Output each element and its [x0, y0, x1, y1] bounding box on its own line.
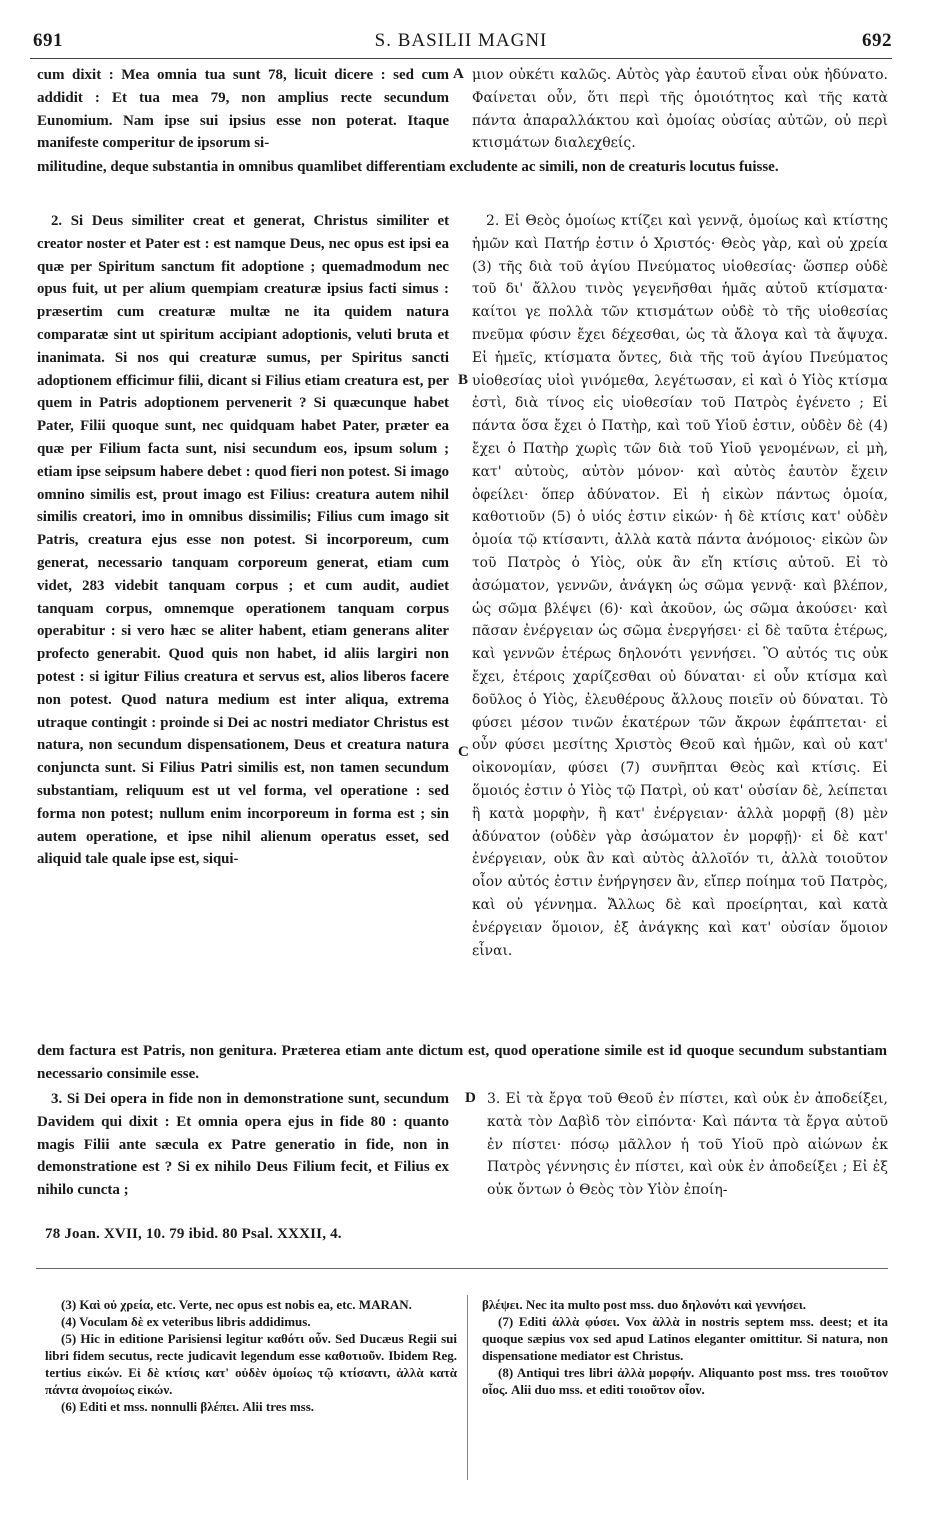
footnote: (3) Καὶ οὐ χρεία, etc. Verte, nec opus est nobis ea, etc. MARAN.: [61, 1297, 412, 1312]
latin-full-paragraph-top: militudine, deque substantia in omnibus quamlibet differentiam excludente ac simili, non de creaturis locutus fuisse.: [37, 159, 779, 175]
footnote: (5) Hic in editione Parisiensi legitur καθότι οὖν. Sed Ducæus Regii sui libri fidem secutus, recte judicavit legendum esse καθοτιοῦν. Ibidem Reg. tertius εἰκών. Εἰ δὲ κτίσις κατ' οὐδὲν ὁμοίως τῷ κτίσαντι, ἀλλὰ κατὰ πάντα ἀνομοίως εἰκών.: [45, 1331, 457, 1397]
page-number-right: 692: [862, 30, 892, 51]
latin-full-paragraph-section-2: dem factura est Patris, non genitura. Præterea etiam ante dictum est, quod operatione simile est id quoque secundum substantiam necessario consimile esse.: [37, 1043, 887, 1082]
latin-column-section-3: [37, 1088, 449, 1202]
greek-column-section-2: [472, 210, 888, 962]
greek-column-section-3: [487, 1088, 888, 1202]
footnote: (7) Editi ἀλλὰ φύσει. Vox ἀλλὰ in nostris septem mss. deest; et ita quoque sæpius vox sed apud Latinos eleganter omittitur. Si natura, non dispensatione mediator est Christus.: [482, 1314, 888, 1363]
footnotes-left: [45, 1296, 457, 1415]
latin-column-section-2: [37, 210, 449, 871]
margin-letter-b: B: [458, 372, 469, 388]
latin-paragraph-section-2: 2. Si Deus similiter creat et generat, Christus similiter et creator noster et Pater est : est namque Deus, nec opus est ipsi ea quæ per Spiritum sanctum fit adoptione ; quemadmodum nec opus fuit, ut per alium quempiam creaturæ ipsius facti simus : præsertim cum creaturæ multæ ne ita quidem natura comparatæ sint ut spiritum accipiant adoptionis, veluti bruta et inanimata. Si nos qui creaturæ sumus, per Spiritus sancti adoptionem efficimur filii, dicant si Filius etiam creatura est, per quem in Patris adoptionem pervenerit ? Si quæcunque habet Pater, Filii quoque sunt, nec quidquam habet Pater, præter ea quæ per Filium facta sunt, nisi secundum eos, ipsum solum ; etiam ipse seipsum habere debet : quod fieri non potest. Si imago omnino similis est, prout imago est Filius: creatura autem nihil similis creatori, imo in omnibus dissimilis; Filius cum imago sit Patris, creatura ejus esse non potest. Si incorporeum, cum generat, necessario tanquam corporeum generat, etiam cum videt, 283 videbit tanquam corpus ; et cum audit, audiet tanquam corpus, omnemque operationem tanquam corpus operabitur : si vero hæc se aliter habent, etiam generans aliter profecto generabit. Quod quis non habet, id aliis largiri non potest : si igitur Filius creatura et servus est, alios liberos facere non potest. Quod natura medium est inter aliqua, extrema utraque contingit : proinde si Dei ac nostri mediator Christus est natura, non secundum dispensationem, Deus et creatura natura conjuncta sunt. Si Filius Patri similis est, non tamen secundum substantiam, reliquum est ut vel forma, vel operatione : sed forma non potest; nullum enim incorporeum in forma est ; sin autem operatione, et ipse nihil alienum operatus esset, sed aliquid tale quale ipse est, siqui-: [37, 213, 449, 868]
footnote: (4) Voculam δὲ ex veteribus libris addidimus.: [61, 1314, 311, 1329]
footnote: (6) Editi et mss. nonnulli βλέπει. Alii tres mss.: [61, 1399, 315, 1414]
footnote: βλέψει. Nec ita multo post mss. duo δηλονότι καὶ γεννήσει.: [482, 1297, 806, 1312]
margin-letter-c: C: [458, 744, 469, 760]
margin-letter-d: D: [465, 1090, 476, 1106]
latin-paragraph-section-3: 3. Si Dei opera in fide non in demonstratione sunt, secundum Davidem qui dixit : Et omnia opera ejus in fide 80 : quanto magis Filii ante sæcula ex Patre generatio in fide, non in demonstratione est ? Si ex nihilo Deus Filium fecit, et Filius ex nihilo cuncta ;: [37, 1091, 449, 1199]
latin-full-width-top: [37, 156, 887, 179]
greek-paragraph-top: μιον οὐκέτι καλῶς. Αὐτὸς γὰρ ἑαυτοῦ εἶναι οὐκ ἠδύνατο. Φαίνεται οὖν, ὅτι περὶ τῆς ὁμοιότητος καὶ τῆς κατὰ πάντα ἀπαραλλάκτου καὶ ὁμοίας οὐσίας αὐτῶν, οὐ περὶ κτισμάτων διαλεχθείς.: [472, 67, 888, 152]
footnote: (8) Antiqui tres libri ἀλλὰ μορφήν. Aliquanto post mss. tres τοιοῦτον οἷος. Alii duo mss. et editi τοιοῦτον οἷον.: [482, 1365, 888, 1397]
greek-column-top: [472, 64, 888, 155]
latin-paragraph-top: cum dixit : Mea omnia tua sunt 78, licuit dicere : sed cum addidit : Et tua mea 79, non amplius recte secundum Eunomium. Nam ipse sui ipsius esse non poterat. Itaque manifeste comperitur de ipsorum si-: [37, 67, 449, 152]
latin-column-top: [37, 64, 449, 155]
footnotes-right: [482, 1296, 888, 1398]
margin-letter-a: A: [453, 66, 464, 82]
greek-paragraph-section-3: 3. Εἰ τὰ ἔργα τοῦ Θεοῦ ἐν πίστει, καὶ οὐκ ἐν ἀποδείξει, κατὰ τὸν Δαβὶδ τὸν εἰπόντα· Καὶ πάντα τὰ ἔργα αὐτοῦ ἐν πίστει· πόσῳ μᾶλλον ἡ τοῦ Υἱοῦ πρὸ αἰώνων ἐκ Πατρὸς γέννησις ἐν πίστει, καὶ οὐκ ἐν ἀποδείξει ; Εἰ ἐξ οὐκ ὄντων ὁ Θεὸς τὸν Υἱὸν ἐποίη-: [487, 1091, 888, 1199]
greek-paragraph-section-2: 2. Εἰ Θεὸς ὁμοίως κτίζει καὶ γεννᾷ, ὁμοίως καὶ κτίστης ἡμῶν καὶ Πατήρ ἐστιν ὁ Χριστός· Θεὸς γὰρ, καὶ οὐ χρεία (3) τῆς διὰ τοῦ ἁγίου Πνεύματος υἱοθεσίας· ὥσπερ οὐδὲ τοῦ δι' ἄλλου τινὸς γεγενῆσθαι ἡμᾶς αὐτοῦ κτίσματα· καίτοι γε πολλὰ τῶν κτισμάτων οὐδὲ τὸ τῆς υἱοθεσίας πνεῦμα φύσιν ἔχει δέχεσθαι, ὡς τὰ ἄλογα καὶ τὰ ἄψυχα. Εἰ ἡμεῖς, κτίσματα ὄντες, διὰ τῆς τοῦ ἁγίου Πνεύματος υἱοθεσίας υἱοὶ γινόμεθα, λεγέτωσαν, εἰ καὶ ὁ Υἱὸς κτίσμα ἐστὶ, διὰ τίνος εἰς υἱοθεσίαν τοῦ Πατρὸς ἐγένετο ; Εἰ πάντα ὅσα ἔχει ὁ Πατὴρ, καὶ τοῦ Υἱοῦ ἐστιν, οὐδὲν δὲ (4) ἔχει ὁ Πατὴρ χωρὶς τῶν διὰ τοῦ Υἱοῦ γενομένων, εἰ μὴ, κατ' αὐτοὺς, αὐτὸν μόνον· καὶ αὐτὸς ἑαυτὸν ἔχειν ὀφείλει· ὅπερ ἀδύνατον. Εἰ ἡ εἰκὼν πάντως ὁμοία, καθοτιοῦν (5) ὁ υἱός ἐστιν εἰκών· ἡ δὲ κτίσις κατ' οὐδὲν ὁμοία τῷ κτίσαντι, ἀλλὰ κατὰ πάντα ἀνόμοιος· εἰκὼν ὢν τοῦ Πατρὸς ὁ Υἱὸς, οὐκ ἂν εἴη κτίσις αὐτοῦ. Εἰ τὸ ἀσώματον, γεννῶν, ἀνάγκη ὡς σῶμα γεννᾷ· καὶ βλέπον, ὡς σῶμα βλέψει (6)· καὶ ἀκοῦον, ὡς σῶμα ἀκούσει· καὶ πᾶσαν ἐνέργειαν ὡς σῶμα ἐνεργήσει· εἰ δὲ ταῦτα ἑτέρως, καὶ γεννῶν ἑτέρως δηλονότι γεννήσει. Ὃ αὐτός τις οὐκ ἔχει, ἑτέροις χαρίζεσθαι οὐ δύναται· εἰ οὖν κτίσμα καὶ δοῦλος ὁ Υἱὸς, ἐλευθέρους ἄλλους ποιεῖν οὐ δύναται. Τὸ φύσει μέσον τινῶν ἑκατέρων τῶν ἄκρων ἐφάπτεται· εἰ οὖν φύσει μεσίτης Χριστὸς Θεοῦ καὶ ἡμῶν, καὶ οὐ κατ' οἰκονομίαν, φύσει (7) συνῆπται Θεὸς καὶ κτίσις. Εἰ ὅμοιός ἐστιν ὁ Υἱὸς τῷ Πατρὶ, οὐ κατ' οὐσίαν δὲ, λείπεται ἢ κατὰ μορφὴν, ἢ κατ' ἐνέργειαν· ἀλλὰ μορφῇ (8) μὲν ἀδύνατον (οὐδὲν γὰρ ἀσώματον ἐν μορφῇ)· εἰ δὲ κατ' ἐνέργειαν, οὐκ ἂν καὶ αὐτὸς ἀλλοῖόν τι, ἀλλὰ τοιοῦτον οἷον αὐτός ἐστιν ἐνήργησεν ἂν, εἴπερ ποίημα τοῦ Πατρὸς, καὶ οὐ γέννημα. Ἄλλως δὲ καὶ προείρηται, καὶ κατὰ ἐνέργειαν ὅμοιον, ἐξ ἀνάγκης καὶ κατ' οὐσίαν ὅμοιον εἶναι.: [472, 213, 888, 959]
running-header: [30, 30, 892, 58]
running-title: S. BASILII MAGNI: [374, 30, 548, 51]
footnote-rule: [36, 1268, 888, 1269]
page-number-left: 691: [33, 30, 63, 51]
header-rule: [30, 58, 892, 59]
footnote-column-divider: [467, 1295, 469, 1480]
scripture-references: 78 Joan. XVII, 10. 79 ibid. 80 Psal. XXXII, 4.: [45, 1226, 342, 1242]
latin-full-width-section-2: [37, 1040, 887, 1086]
